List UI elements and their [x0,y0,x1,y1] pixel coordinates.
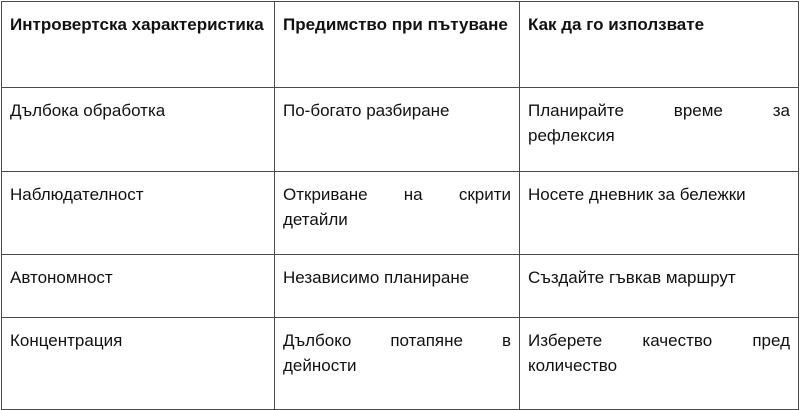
table-row [2,88,799,172]
table-cell-advantage: Дълбоко потапяне в дейности [275,318,520,410]
table-cell-advantage: По-богато разбиране [275,88,520,172]
header-cell-advantage: Предимство при пътуване [275,2,520,88]
table-cell-usage: Носете дневник за бележки [520,172,799,255]
table-cell-usage: Създайте гъвкав маршрут [520,255,799,318]
table-row [2,255,799,318]
header-cell-trait: Интровертска характеристика [2,2,275,88]
table-row [2,318,799,410]
table-cell-usage: Изберете качество пред количество [520,318,799,410]
header-cell-usage: Как да го използвате [520,2,799,88]
table-cell-trait: Концентрация [2,318,275,410]
table-cell-trait: Наблюдателност [2,172,275,255]
table-cell-trait: Дълбока обработка [2,88,275,172]
table-cell-trait: Автономност [2,255,275,318]
introvert-travel-table [1,1,799,410]
table-row [2,172,799,255]
table-header-row [2,2,799,88]
table-cell-advantage: Откриване на скрити детайли [275,172,520,255]
table-cell-usage: Планирайте време за рефлексия [520,88,799,172]
table-cell-advantage: Независимо планиране [275,255,520,318]
